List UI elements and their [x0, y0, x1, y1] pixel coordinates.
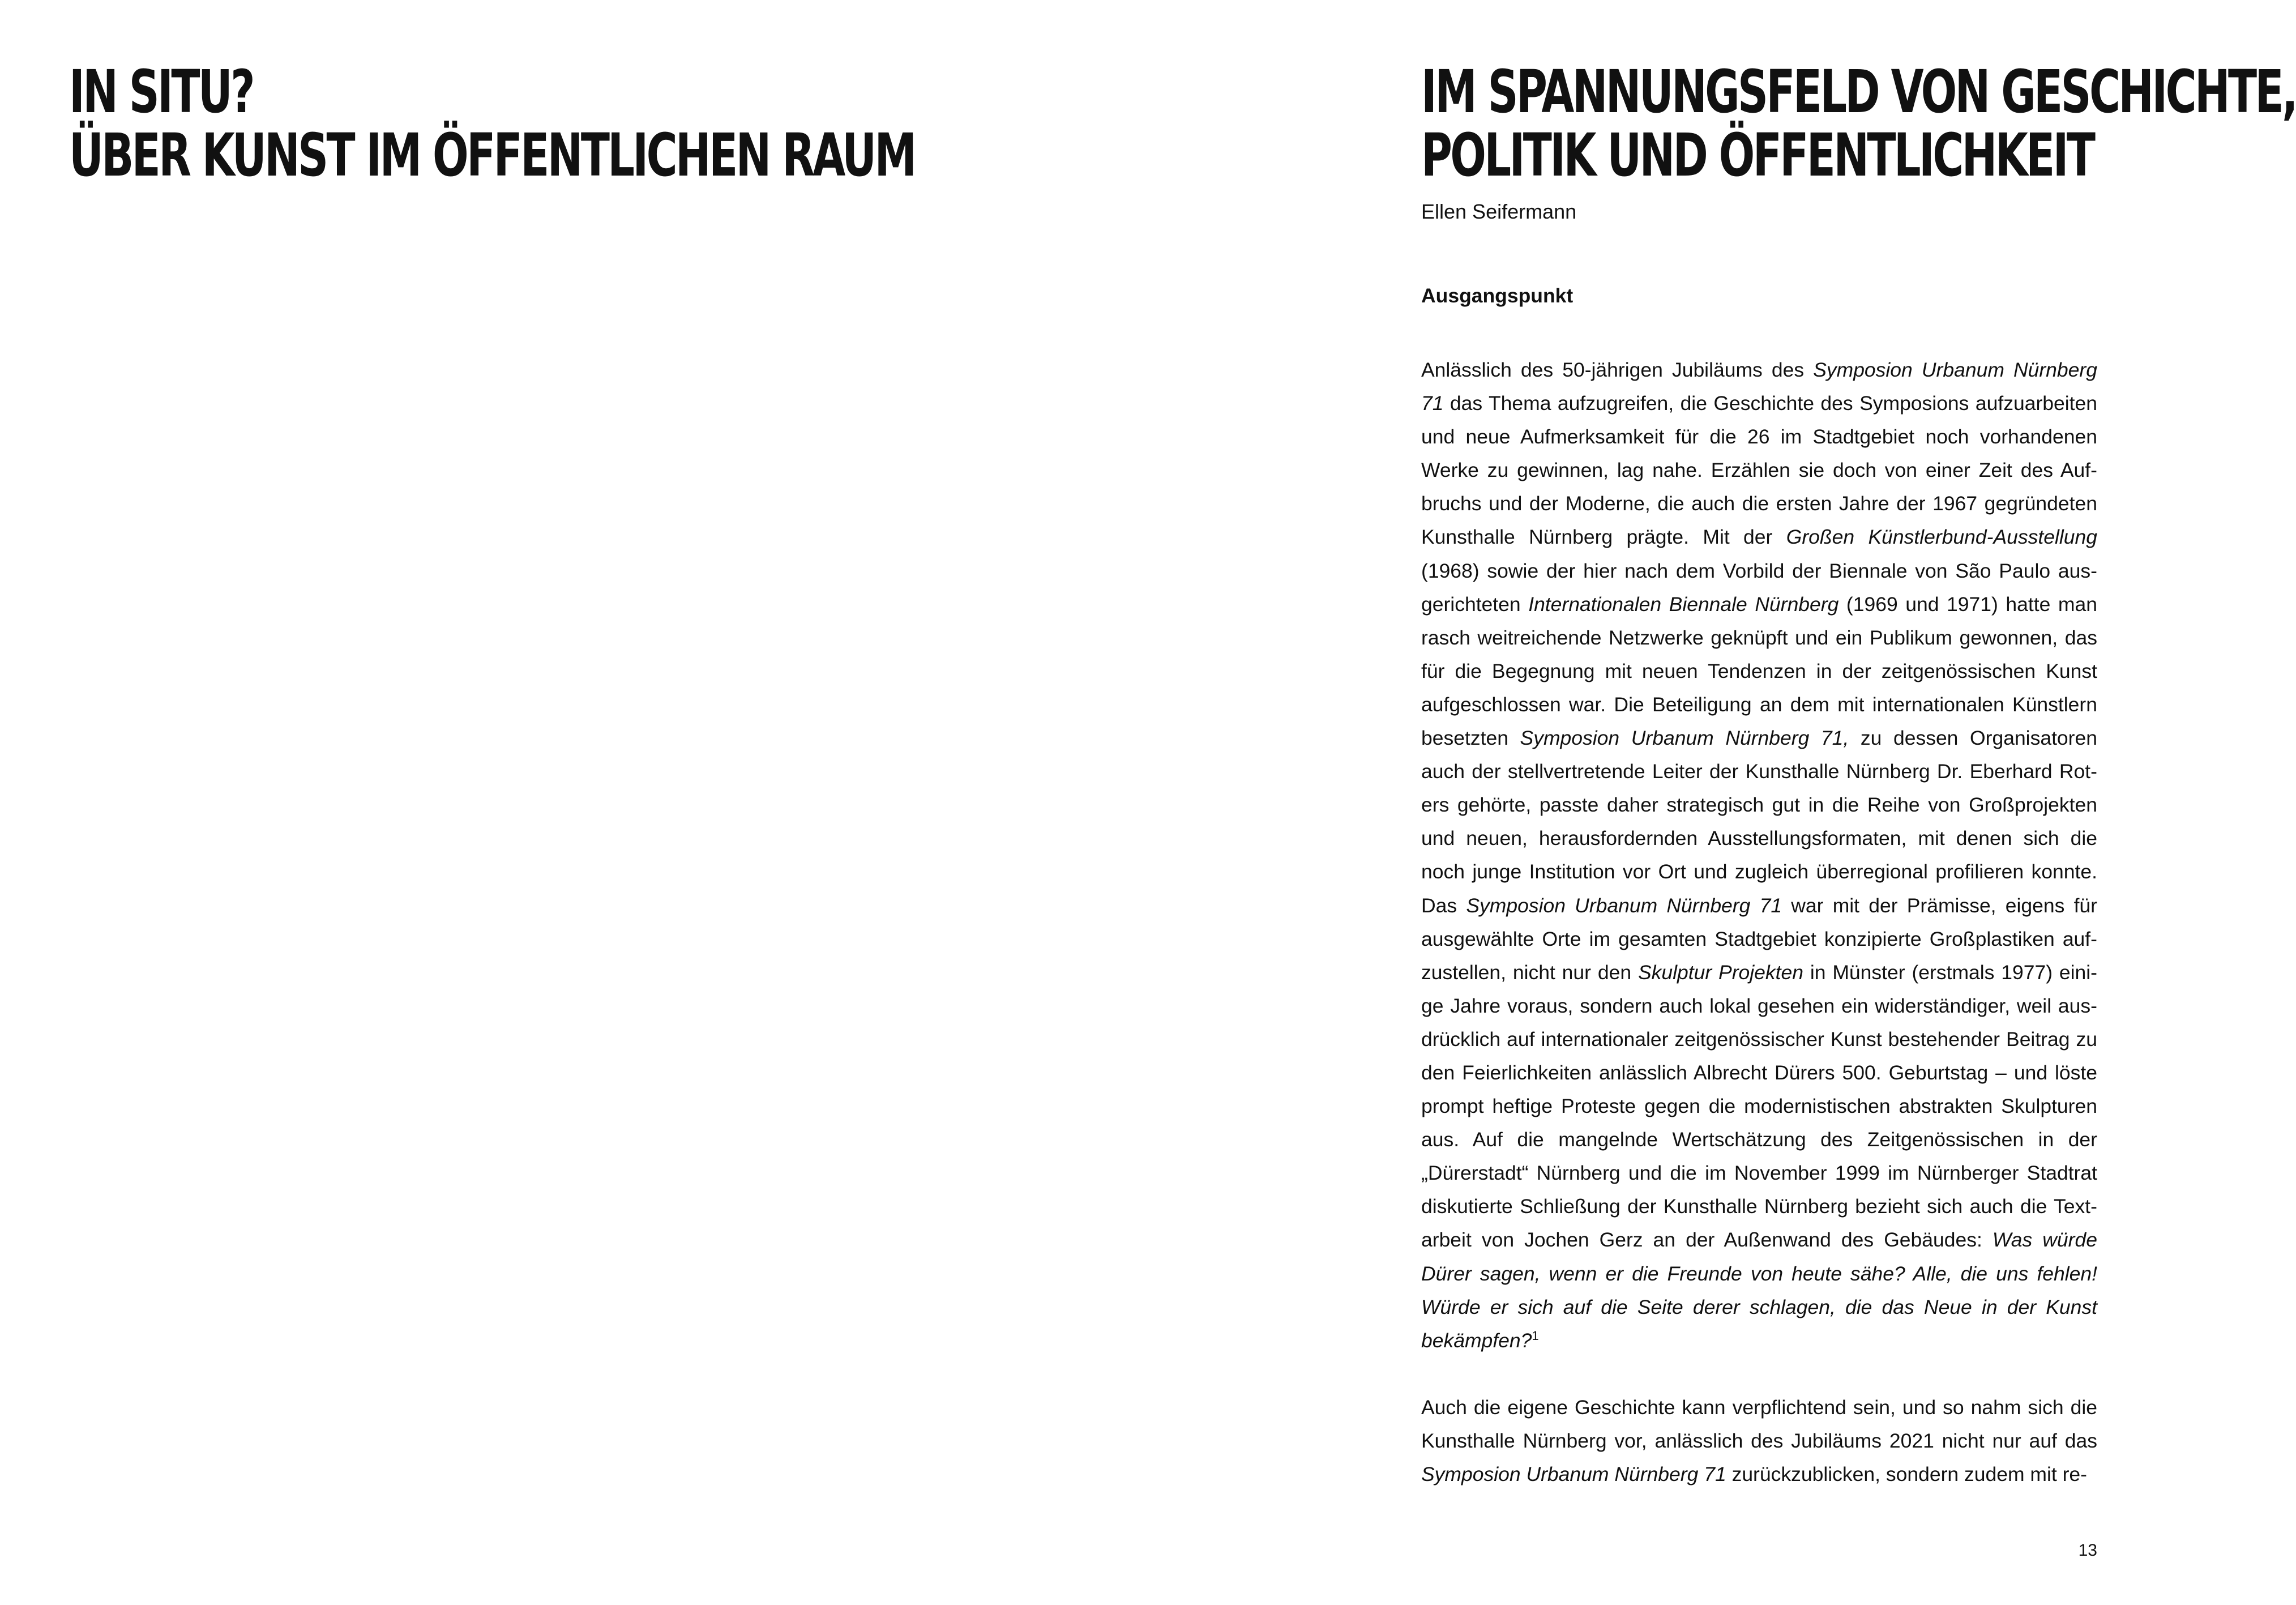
paragraph-1-text-3: (1968) sowie der hier nach dem Vorbild der Biennale von São Paulo ausgerichteten: [1421, 559, 2097, 616]
paragraph-1-italic-2: Großen Künstlerbund-Ausstellung: [1786, 526, 2097, 549]
page-number: 13: [2078, 1541, 2097, 1560]
paragraph-2-text-2: zurückzublicken, sondern zudem mit re-: [1726, 1463, 2087, 1486]
section-title: [69, 57, 915, 190]
paragraph-1-italic-1: Symposion Urbanum Nürnberg 71: [1421, 358, 2097, 415]
section-title-line-2: ÜBER KUNST IM ÖFFENTLICHEN RAUM: [69, 121, 915, 190]
article-title-line-1: IM SPANNUNGSFELD VON GESCHICHTE,: [1421, 57, 2296, 126]
paragraph-1-italic-5: Symposion Urbanum Nürnberg 71: [1466, 894, 1782, 917]
paragraph-2-text-1: Auch die eigene Geschichte kann verpflichtend sein, und so nahm sich die Kunsthalle Nürnberg vor, anlässlich des Jubiläums 2021 nicht nur auf das: [1421, 1395, 2097, 1452]
footnote-marker[interactable]: 1: [1532, 1328, 1539, 1343]
article-body: [1421, 283, 2097, 1491]
author-name: Ellen Seifermann: [1421, 200, 1577, 223]
paragraph-1-italic-6: Skulptur Projekten: [1637, 961, 1803, 984]
section-heading: Ausgangspunkt: [1421, 284, 1574, 307]
paragraph-1-text-4: (1969 und 1971) hatte man rasch weitreichende Netzwerke geknüpft und ein Publikum gewonnen, das für die Begegnung mit neuen Tendenzen in der zeitgenössischen Kunst aufgeschlossen war. Die Beteiligung an dem mit internationalen Künstlern besetzten: [1421, 592, 2097, 750]
left-page: [0, 0, 1070, 1605]
paragraph-1-text-7: in Münster (erstmals 1977) einige Jahre voraus, sondern auch lokal gesehen ein widerständiger, weil ausdrücklich auf internationaler zeitgenössischer Kunst bestehender Beitrag zu den Feierlichkeiten anlässlich Albrecht Dürers 500. Geburtstag – und löste prompt heftige Proteste gegen die modernistischen abstrakten Skulpturen aus. Auf die mangelnde Wertschätzung des Zeitgenössischen in der „Dürerstadt“ Nürnberg und die im November 1999 im Nürnberger Stadtrat diskutierte Schließung der Kunsthalle Nürnberg bezieht sich auch die Textarbeit von Jochen Gerz an der Außenwand des Gebäudes:: [1421, 961, 2097, 1252]
paragraph-1-italic-3: Internationalen Biennale Nürnberg: [1528, 592, 1839, 616]
paragraph-1-text-2: das Thema aufzugreifen, die Geschichte des Symposions aufzuarbeiten und neue Aufmerksamkeit für die 26 im Stadtgebiet noch vorhandenen Werke zu gewinnen, lag nahe. Erzählen sie doch von einer Zeit des Aufbruchs und der Moderne, die auch die ersten Jahre der 1967 gegründeten Kunsthalle Nürnberg prägte. Mit der: [1421, 392, 2097, 549]
article-title-line-2: POLITIK UND ÖFFENTLICHKEIT: [1421, 121, 2094, 190]
article-title: [1421, 57, 2296, 190]
paragraph-1-text-5: zu dessen Organisatoren auch der stellvertretende Leiter der Kunsthalle Nürnberg Dr. Eberhard Roters gehörte, passte daher strategisch gut in die Reihe von Großprojekten und neuen, herausfordernden Ausstellungsformaten, mit denen sich die noch junge Institution vor Ort und zugleich überregional profilieren konnte. Das: [1421, 727, 2097, 917]
paragraph-2: [1421, 1391, 2097, 1491]
section-title-line-1: IN SITU?: [69, 57, 253, 126]
paragraph-1-italic-7: Was würde Dürer sagen, wenn er die Freunde von heute sähe? Alle, die uns fehlen! Würde er sich auf die Seite derer schlagen, die das Neue in der Kunst bekämpfen?: [1421, 1228, 2097, 1352]
paragraph-1: [1421, 353, 2097, 1358]
paragraph-1-italic-4: Symposion Urbanum Nürnberg 71,: [1520, 727, 1849, 750]
paragraph-2-italic-1: Symposion Urbanum Nürnberg 71: [1421, 1463, 1726, 1486]
paragraph-1-text-6: war mit der Prämisse, eigens für ausgewählte Orte im gesamten Stadtgebiet konzipierte Großplastiken aufzustellen, nicht nur den: [1421, 894, 2097, 984]
paragraph-1-text-1: Anlässlich des 50-jährigen Jubiläums des: [1421, 358, 1814, 381]
